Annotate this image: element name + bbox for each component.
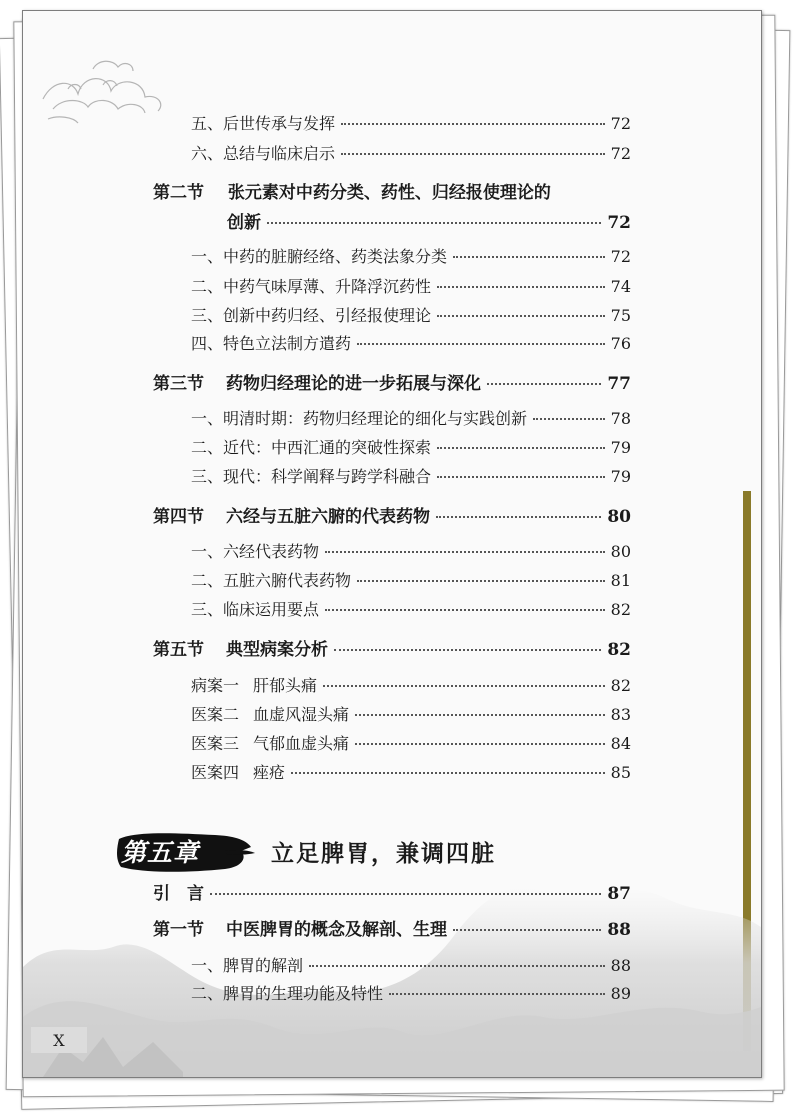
toc-page-number: 82 (607, 640, 631, 660)
toc-entry[interactable] (191, 568, 631, 591)
leader-dots (437, 315, 605, 317)
toc-entry-label: 二、中药气味厚薄、升降浮沉药性 (191, 277, 432, 296)
toc-section-entry[interactable] (153, 915, 631, 940)
toc-page-number: 78 (610, 409, 631, 428)
leader-dots (309, 965, 605, 967)
leader-dots (533, 418, 605, 420)
leader-dots (436, 516, 601, 518)
toc-page-number: 88 (610, 956, 631, 975)
toc-page-number: 72 (610, 144, 631, 163)
toc-entry-label: 一、脾胃的解剖 (191, 956, 304, 975)
section-title: 典型病案分析 (226, 640, 328, 660)
chapter-title[interactable]: 立足脾胃，兼调四脏 (271, 840, 496, 867)
toc-page-number: 72 (607, 213, 631, 233)
case-number: 医案二 (191, 705, 240, 724)
leader-dots (437, 447, 605, 449)
toc-entry-label: 一、中药的脏腑经络、药类法象分类 (191, 247, 448, 266)
toc-page-number: 74 (610, 277, 631, 296)
leader-dots (389, 993, 605, 995)
leader-dots (210, 893, 601, 895)
toc-entry[interactable] (191, 303, 631, 326)
toc-page (22, 10, 762, 1078)
toc-page-number: 85 (610, 763, 631, 782)
toc-entry[interactable] (191, 141, 631, 164)
case-title: 气郁血虚头痛 (253, 734, 350, 753)
toc-page-number: 79 (610, 438, 631, 457)
toc-entry[interactable] (191, 331, 631, 354)
leader-dots (355, 714, 605, 716)
section-prefix: 第五节 (153, 640, 204, 660)
section-title: 中医脾胃的概念及解剖、生理 (226, 920, 447, 940)
leader-dots (291, 772, 605, 774)
toc-section-entry[interactable] (153, 369, 631, 394)
toc-entry-label: 二、五脏六腑代表药物 (191, 571, 352, 590)
toc-entry-label: 三、现代：科学阐释与跨学科融合 (191, 467, 432, 486)
toc-entry[interactable] (191, 953, 631, 976)
case-title: 血虚风湿头痛 (253, 705, 350, 724)
toc-page-number: 88 (607, 920, 631, 940)
toc-page-number: 89 (610, 984, 631, 1003)
toc-entry-label: 五、后世传承与发挥 (191, 114, 336, 133)
toc-section-entry[interactable] (153, 879, 631, 904)
chapter-number: 第五章 (121, 838, 200, 867)
leader-dots (341, 123, 605, 125)
case-title: 痤疮 (253, 763, 286, 782)
section-prefix: 第一节 (153, 920, 204, 940)
toc-entry[interactable] (191, 111, 631, 134)
toc-page-number: 75 (610, 306, 631, 325)
section-prefix: 第二节 (153, 183, 204, 203)
leader-dots (487, 383, 601, 385)
toc-entry-label: 一、六经代表药物 (191, 542, 320, 561)
leader-dots (267, 222, 601, 224)
section-title-line2: 创新 (227, 213, 261, 233)
toc-page-number: 72 (610, 247, 631, 266)
page-folio: X (31, 1027, 87, 1053)
cloud-ornament-icon (33, 49, 173, 129)
leader-dots (325, 609, 605, 611)
leader-dots (437, 476, 605, 478)
toc-entry[interactable] (191, 244, 631, 267)
toc-page-number: 82 (610, 600, 631, 619)
toc-entry[interactable] (191, 597, 631, 620)
toc-page-number: 87 (607, 884, 631, 904)
toc-entry[interactable] (191, 406, 631, 429)
toc-entry-label: 一、明清时期：药物归经理论的细化与实践创新 (191, 409, 528, 428)
toc-entry[interactable] (191, 274, 631, 297)
leader-dots (341, 153, 605, 155)
leader-dots (325, 551, 605, 553)
toc-page-number: 82 (610, 676, 631, 695)
toc-entry-label: 三、临床运用要点 (191, 600, 320, 619)
section-prefix: 第四节 (153, 507, 204, 527)
toc-section-entry[interactable] (153, 502, 631, 527)
leader-dots (323, 685, 605, 687)
intro-label: 引 言 (153, 884, 204, 904)
toc-entry[interactable] (191, 981, 631, 1004)
toc-page-number: 79 (610, 467, 631, 486)
leader-dots (453, 256, 605, 258)
section-title-line1: 张元素对中药分类、药性、归经报使理论的 (227, 183, 551, 203)
section-heading[interactable] (153, 178, 551, 203)
leader-dots (357, 343, 605, 345)
section-prefix: 第三节 (153, 374, 204, 394)
case-title: 肝郁头痛 (253, 676, 318, 695)
case-entry[interactable] (191, 673, 631, 696)
toc-page-number: 80 (610, 542, 631, 561)
toc-entry-label: 三、创新中药归经、引经报使理论 (191, 306, 432, 325)
leader-dots (357, 580, 605, 582)
toc-entry[interactable] (191, 539, 631, 562)
leader-dots (437, 286, 605, 288)
section-title: 药物归经理论的进一步拓展与深化 (226, 374, 481, 394)
toc-section-entry[interactable] (227, 208, 631, 233)
toc-page-number: 76 (610, 334, 631, 353)
toc-section-entry[interactable] (153, 635, 631, 660)
toc-entry-label: 四、特色立法制方遣药 (191, 334, 352, 353)
toc-entry[interactable] (191, 435, 631, 458)
toc-page-number: 80 (607, 507, 631, 527)
toc-entry-label: 六、总结与临床启示 (191, 144, 336, 163)
toc-entry-label: 二、近代：中西汇通的突破性探索 (191, 438, 432, 457)
toc-entry[interactable] (191, 464, 631, 487)
case-number: 医案四 (191, 763, 240, 782)
toc-page-number: 83 (610, 705, 631, 724)
toc-page-number: 77 (607, 374, 631, 394)
case-entry[interactable] (191, 702, 631, 725)
toc-page-number: 81 (610, 571, 631, 590)
section-title: 六经与五脏六腑的代表药物 (226, 507, 430, 527)
case-entry[interactable] (191, 760, 631, 783)
case-number: 医案三 (191, 734, 240, 753)
toc-page-number: 84 (610, 734, 631, 753)
case-entry[interactable] (191, 731, 631, 754)
leader-dots (453, 929, 601, 931)
leader-dots (334, 649, 601, 651)
toc-page-number: 72 (610, 114, 631, 133)
case-number: 病案一 (191, 676, 240, 695)
toc-entry-label: 二、脾胃的生理功能及特性 (191, 984, 384, 1003)
leader-dots (355, 743, 605, 745)
